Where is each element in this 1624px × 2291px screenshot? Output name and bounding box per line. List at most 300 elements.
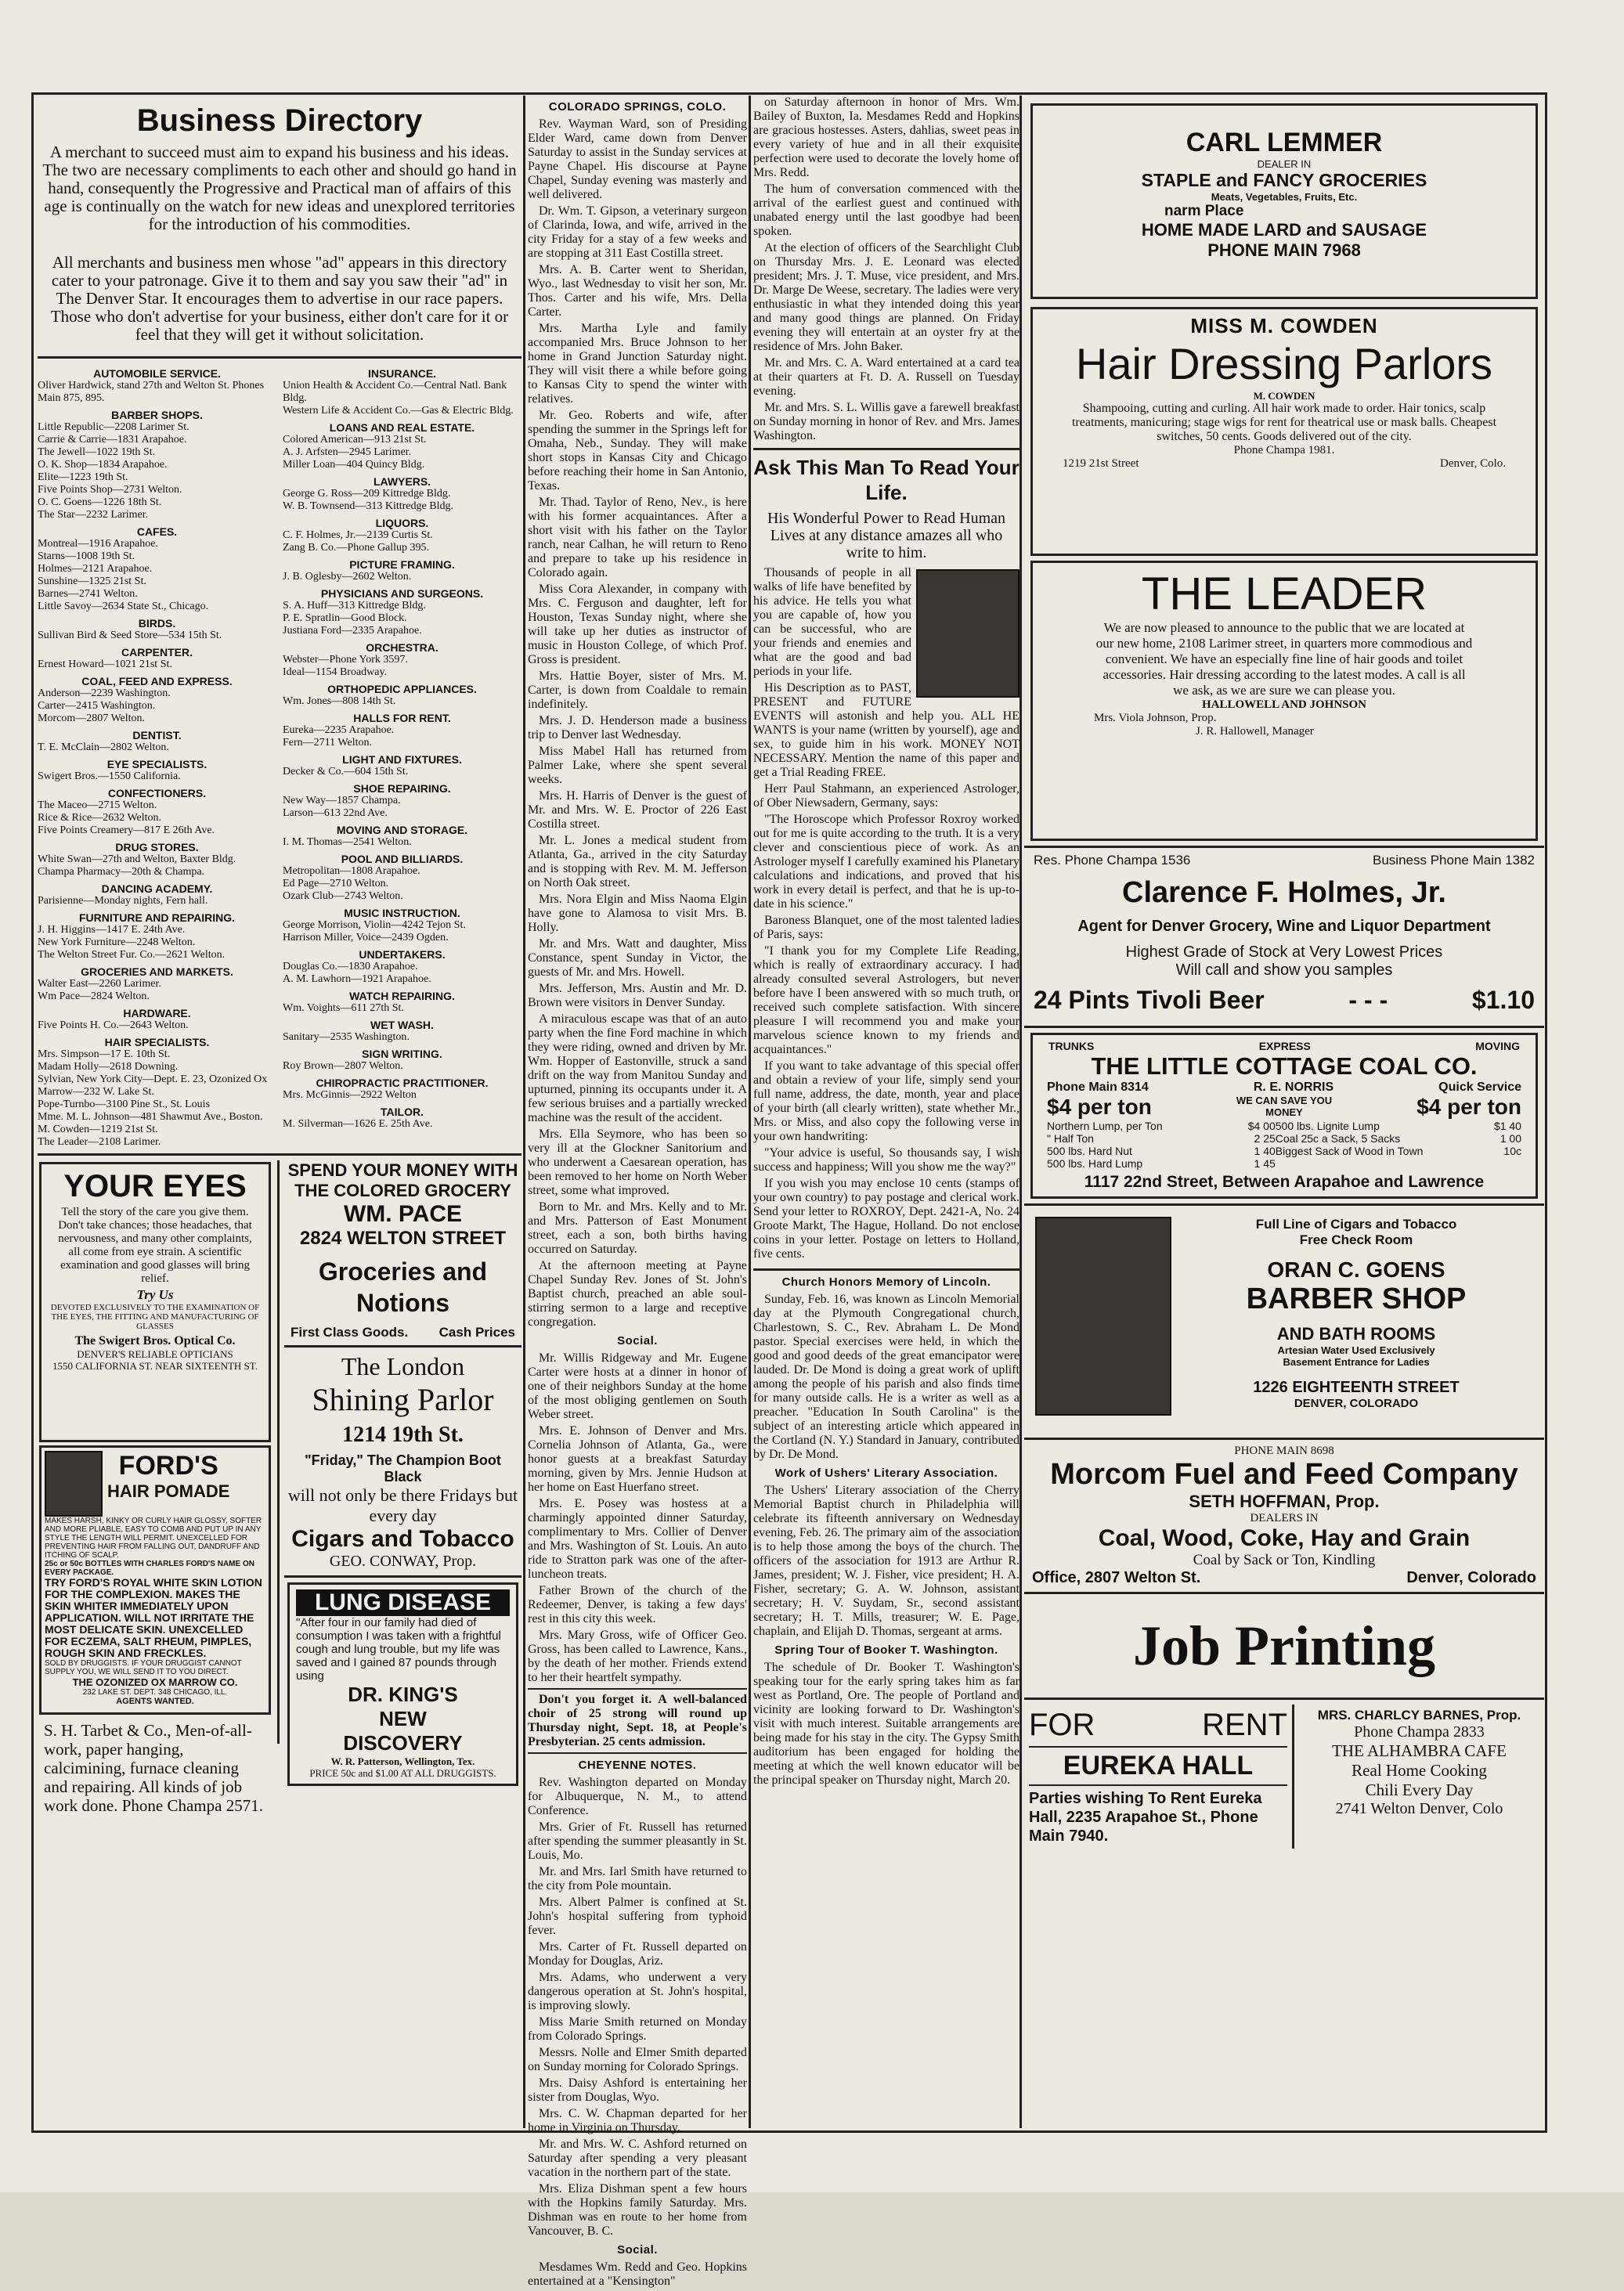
ford-address: 232 LAKE ST. DEPT. 348 CHICAGO, ILL. [82,1688,228,1697]
news-paragraph: Mrs. A. B. Carter went to Sheridan, Wyo., last Wednesday to visit her son, Mr. Thos. Carter and his wife, Mrs. Della Carter. [528,263,747,319]
directory-entry: Swigert Bros.—1550 California. [38,770,181,782]
cowden-ad [1030,307,1538,556]
news-paragraph: "Your advice is useful, So thousands say, I wish success and happiness; Will you show me the way?" [753,1146,1020,1174]
news-column-2 [753,96,1020,1790]
london-prop: GEO. CONWAY, Prop. [329,1553,477,1570]
coal-owner: R. E. NORRIS [1253,1081,1334,1094]
directory-category: WET WASH. [370,1019,434,1031]
alhambra-cooking: Real Home Cooking [1352,1761,1487,1780]
portrait-icon [916,569,1020,698]
directory-entry: Union Health & Accident Co.—Central Natl. Bank Bldg. [283,380,507,404]
directory-category: TAILOR. [381,1106,424,1118]
directory-category: PICTURE FRAMING. [349,558,455,571]
directory-entry: Anderson—2239 Washington. [38,687,171,699]
holmes-beer: 24 Pints Tivoli Beer [1034,986,1265,1014]
news-paragraph: "The Horoscope which Professor Roxroy worked out for me is quite according to the truth. It is a very clever and conscientious piece of work. As an Astrologer myself I carefully examined his Planetary calculations and indications, and proved that his work in every detail is perfect, and that he is up-to-date in his science." [753,813,1020,911]
directory-category: BARBER SHOPS. [111,409,203,421]
pace-address: 2824 WELTON STREET [299,1228,507,1249]
news-paragraph: If you want to take advantage of this special offer and obtain a review of your life, simply send your full name, address, the date, month, year and place of your birth (all clearly written), state whether Mr., Mrs. or Miss, and also copy the following verse in your own handwriting: [753,1059,1020,1143]
coal-express: EXPRESS [1258,1040,1311,1052]
alhambra-address: 2741 Welton Denver, Colo [1335,1800,1503,1817]
directory-category: ORCHESTRA. [366,641,438,654]
directory-entry: Roy Brown—2807 Welton. [283,1060,403,1072]
directory-entry: Larson—613 22nd Ave. [283,807,388,819]
lung-ad [287,1582,518,1786]
directory-category: EYE SPECIALISTS. [106,758,208,770]
morcom-prop: SETH HOFFMAN, Prop. [1189,1492,1380,1511]
coal-ad [1030,1033,1538,1199]
pace-line1: SPEND YOUR MONEY WITH [287,1160,518,1180]
ads-column [1024,96,1544,1849]
coal-price-row [1047,1145,1521,1157]
news-paragraph: Baroness Blanquet, one of the most talented ladies of Paris, says: [753,914,1020,941]
directory-entry: Champa Pharmacy—20th & Champa. [38,866,205,878]
goens-basement: Basement Entrance for Ladies [1283,1356,1430,1368]
london-cigars: Cigars and Tobacco [291,1526,514,1552]
morcom-dealers: DEALERS IN [1250,1512,1319,1524]
directory-category: ORTHOPEDIC APPLIANCES. [327,683,477,695]
directory-category: SIGN WRITING. [362,1048,442,1060]
goens-ad [1024,1210,1544,1433]
eyes-text: Tell the story of the care you give them. Don't take chances; those headaches, that nervousness, and many other complaints, all come from eye strain. A scientific examination and good glasses will bring relief. [58,1206,252,1285]
news-paragraph: His Description as to PAST, PRESENT and FUTURE EVENTS will astonish and help you. ALL HE WANTS is your name (written by yourself), age and sex, to guide him in his work. MONEY NOT NECESSARY. Mention the name of this paper and get a Trial Reading FREE. [753,681,1020,779]
coal-price-cell: $4 00 [1247,1120,1276,1132]
coal-price-cell [1276,1157,1469,1170]
lincoln-heading: Church Honors Memory of Lincoln. [781,1275,991,1289]
directory-intro-2: All merchants and business men whose "ad" appears in this directory cater to your patronage. Give it to them and say you saw their "ad" in The Denver Star. It encourages them to advertise in our race papers. Those who don't advertise for your business, either don't care for it or feel that they will get it without solicitation. [50,253,509,344]
directory-title: Business Directory [136,103,423,138]
cowden-sub: M. COWDEN [1253,390,1315,402]
holmes-res-phone: Res. Phone Champa 1536 [1034,853,1191,868]
holmes-samples: Will call and show you samples [1175,961,1393,979]
column-rule [749,96,751,2128]
morcom-office: Office, 2807 Welton St. [1032,1569,1201,1586]
lung-sig: W. R. Patterson, Wellington, Tex. [330,1755,475,1767]
news-paragraph: The hum of conversation commenced with the arrival of the earliest guest and continued with unabated energy until the last goodbye had been spoken. [753,182,1020,238]
divider [528,1688,747,1690]
divider [284,1575,521,1578]
directory-entry: M. Silverman—1626 E. 25th Ave. [283,1118,433,1130]
lung-price: PRICE 50c and $1.00 AT ALL DRUGGISTS. [309,1767,496,1779]
spring-heading: Spring Tour of Booker T. Washington. [774,1643,998,1657]
directory-entry: New York Furniture—2248 Welton. [38,936,196,948]
directory-entry: Walter East—2260 Larimer. [38,978,161,990]
directory-column [38,96,521,1815]
directory-entry: Metropolitan—1808 Arapahoe. [283,865,420,877]
coal-ton-2: $4 per ton [1416,1095,1521,1119]
lemmer-phone: PHONE MAIN 7968 [1207,240,1361,260]
directory-entry: O. K. Shop—1834 Arapahoe. [38,459,168,471]
news-paragraph: Born to Mr. and Mrs. Kelly and to Mr. and Mrs. Patterson of East Monument street, each a son, both births having occurred on Saturday. [528,1200,747,1256]
directory-entry: The Jewell—1022 19th St. [38,446,156,458]
directory-entry: P. E. Spratlin—Good Block. [283,612,407,624]
coal-price-cell: Northern Lump, per Ton [1047,1120,1163,1132]
cs-articles [528,117,747,1330]
directory-entry: Montreal—1916 Arapahoe. [38,538,158,550]
morcom-phone: PHONE MAIN 8698 [1234,1445,1334,1457]
morcom-city: Denver, Colorado [1406,1569,1536,1586]
directory-category: AUTOMOBILE SERVICE. [93,367,221,380]
rent-text: Parties wishing To Rent Eureka Hall, 2235 Arapahoe St., Phone Main 7940. [1029,1790,1262,1845]
leader-title: THE LEADER [1141,568,1427,619]
directory-category: WATCH REPAIRING. [349,990,455,1002]
cowden-name: MISS M. COWDEN [1190,314,1378,337]
news-paragraph: Mr. L. Jones a medical student from Atlanta, Ga., arrived in the city Saturday and is stopping with Rev. M. M. Jefferson on North Oak street. [528,834,747,889]
goens-bath: AND BATH ROOMS [1276,1324,1436,1344]
directory-category: POOL AND BILLIARDS. [341,853,464,865]
job-printing: Job Printing [1132,1615,1436,1677]
directory-category: CHIROPRACTIC PRACTITIONER. [316,1077,489,1089]
directory-entry: Starns—1008 19th St. [38,550,135,562]
ford-subtitle: HAIR POMADE [107,1481,230,1501]
cowden-text: Shampooing, cutting and curling. All hair work made to order. Hair tonics, scalp treatments, manicuring; stage wigs for rent for theatrical use or mask balls. Cheapest switches, 50 cents. Goods delivered out of the city. [1071,402,1497,443]
directory-category: MOVING AND STORAGE. [336,824,468,836]
news-paragraph: Thousands of people in all walks of life have benefited by his advice. He tells you what you are capable of, how you can be successful, who are your friends and enemies and what are the good and bad periods in your life. [753,566,911,678]
directory-entry: A. M. Lawhorn—1921 Arapahoe. [283,973,431,985]
barber-portrait-icon [1035,1217,1171,1416]
directory-category: HALLS FOR RENT. [353,712,451,724]
directory-entry: Douglas Co.—1830 Arapahoe. [283,961,418,972]
eyes-ad [39,1162,271,1442]
coal-quick: Quick Service [1438,1081,1521,1094]
directory-entry: The Maceo—2715 Welton. [38,799,157,811]
rent-for: FOR [1029,1708,1095,1742]
directory-entry: Justiana Ford—2335 Arapahoe. [283,625,422,637]
directory-category: LOANS AND REAL ESTATE. [329,421,475,434]
divider [1024,1026,1544,1028]
social-heading: Social. [617,1334,658,1348]
coal-price-cell: 500 lbs. Hard Lump [1047,1157,1143,1170]
directory-entry: Five Points Creamery—817 E 26th Ave. [38,824,215,836]
ushers-heading: Work of Ushers' Literary Association. [774,1467,998,1480]
leader-ad [1030,561,1538,841]
social2-heading: Social. [617,2243,658,2257]
directory-entry: Holmes—2121 Arapahoe. [38,563,153,575]
coal-price-cell: 1 00 [1499,1132,1521,1145]
social-continued [753,96,1020,443]
directory-entry: Ed Page—2710 Welton. [283,878,389,889]
eyes-address: 1550 CALIFORNIA ST. NEAR SIXTEENTH ST. [52,1360,258,1372]
directory-category: DANCING ACADEMY. [101,882,213,895]
divider [38,356,521,359]
eyes-devoted: DEVOTED EXCLUSIVELY TO THE EXAMINATION OF THE EYES, THE FITTING AND MANUFACTURING OF GLASSES [50,1303,260,1331]
coal-price-cell [1469,1157,1521,1170]
divider [1024,1592,1544,1594]
coal-address: 1117 22nd Street, Between Arapahoe and Lawrence [1084,1173,1485,1191]
ask-heading: Ask This Man To Read Your Life. [753,456,1020,504]
news-paragraph: Mrs. J. D. Henderson made a business trip to Denver last Wednesday. [528,714,747,741]
directory-entry: Oliver Hardwick, stand 27th and Welton St. Phones Main 875, 895. [38,380,265,404]
news-paragraph: Mrs. Adams, who underwent a very dangerous operation at St. John's hospital, is improving slowly. [528,1971,747,2012]
eyes-firm: The Swigert Bros. Optical Co. [74,1334,236,1348]
london-line2: Shining Parlor [312,1382,494,1417]
coal-price-cell: Biggest Sack of Wood in Town [1275,1145,1424,1157]
london-text: will not only be there Fridays but every day [287,1485,518,1525]
directory-entry: Madam Holly—2618 Downing. [38,1061,179,1073]
directory-entry: Ideal—1154 Broadway. [283,666,388,678]
directory-entry: Decker & Co.—604 15th St. [283,766,409,777]
coal-price-cell: 1 45 [1254,1157,1276,1170]
alhambra-name: THE ALHAMBRA CAFE [1332,1741,1507,1760]
directory-category: LIQUORS. [375,517,429,529]
pace-ad [284,1160,521,1340]
news-paragraph: A miraculous escape was that of an auto party when the fine Ford machine in which they were riding, owned and driven by Mr. Wm. Hopper of Eastonville, struck a sand drift on the way from Manitou Sunday and upturned, pinning its occupants under it. A few serious bruises and a partially wrecked machine was the result of the accident. [528,1012,747,1124]
cowden-address: 1219 21st Street [1063,457,1139,470]
goens-city: DENVER, COLORADO [1294,1397,1419,1410]
divider [284,1345,521,1348]
directory-entry: Sullivan Bird & Seed Store—534 15th St. [38,630,222,641]
alhambra-phone: Phone Champa 2833 [1354,1723,1485,1741]
eyes-title: YOUR EYES [63,1169,247,1203]
coal-save: WE CAN SAVE YOU MONEY [1236,1095,1333,1118]
directory-entry: C. F. Holmes, Jr.—2139 Curtis St. [283,529,433,541]
ads-left [38,1160,272,1815]
directory-category: HARDWARE. [123,1007,191,1019]
alhambra-ad [1292,1705,1544,1849]
tarbet-ad: S. H. Tarbet & Co., Men-of-all-work, paper hanging, calcimining, furnace cleaning and repairing. All kinds of job work done. Phone Champa 2571. [44,1721,263,1815]
directory-entry: Mme. M. L. Johnson—481 Shawmut Ave., Boston. [38,1111,263,1123]
directory-category: PHYSICIANS AND SURGEONS. [320,587,484,600]
directory-category: UNDERTAKERS. [359,948,446,961]
ford-agents: AGENTS WANTED. [116,1697,194,1706]
news-paragraph: Mr. Thad. Taylor of Reno, Nev., is here with his former acquaintances. After a short visit with his father on the Taylor ranch, near Calhan, he will return to Reno and prepare to take up his residence in Colorado again. [528,496,747,579]
directory-entry: Barnes—2741 Welton. [38,588,138,600]
morcom-name: Morcom Fuel and Feed Company [1050,1458,1518,1491]
coal-price-cell: 1 40 [1254,1145,1276,1157]
directory-entry: Fern—2711 Welton. [283,737,372,749]
news-paragraph: Mrs. C. W. Chapman departed for her home in Virginia on Thursday. [528,2107,747,2134]
news-paragraph: Mr. and Mrs. S. L. Willis gave a farewell breakfast on Sunday morning in honor of Rev. and Mrs. James Washington. [753,401,1020,442]
directory-category: INSURANCE. [367,367,437,380]
lemmer-home: HOME MADE LARD and SAUSAGE [1141,220,1427,240]
divider [38,1153,521,1156]
lemmer-line: STAPLE and FANCY GROCERIES [1141,170,1427,190]
alhambra-chili: Chili Every Day [1365,1780,1474,1799]
directory-category: HAIR SPECIALISTS. [104,1036,210,1048]
directory-entry: Carrie & Carrie—1831 Arapahoe. [38,434,187,446]
divider [753,448,1020,450]
news-paragraph: Mr. and Mrs. Iarl Smith have returned to the city from Pole mountain. [528,1865,747,1892]
news-paragraph: Mrs. Mary Gross, wife of Officer Geo. Gross, has been called to Lawrence, Kans., by the death of her mother. Friends extend to her their heartfelt sympathy. [528,1629,747,1684]
rent-ad [1024,1705,1292,1849]
coal-price-list [1039,1120,1529,1170]
news-paragraph: Miss Cora Alexander, in company with Mrs. C. Ferguson and daughter, left for Houston, Texas Sunday night, where she will take up her duties as instructor of music in Houston College, of which Prof. Gross is president. [528,583,747,666]
lung-name3: DISCOVERY [343,1731,463,1755]
news-paragraph: Mr. Geo. Roberts and wife, after spending the summer in the Springs left for Omaha, Neb., Sunday. They will make short stops in Kansas City and Chicago before reaching their home in San Antonio, Texas. [528,409,747,492]
goens-name: ORAN C. GOENS [1267,1257,1445,1282]
goens-address: 1226 EIGHTEENTH STREET [1253,1379,1460,1396]
news-paragraph: Father Brown of the church of the Redeemer, Denver, is taking a few days' rest in this city this week. [528,1584,747,1625]
directory-left [38,363,276,1149]
divider [528,1752,747,1754]
news-paragraph: Mr. and Mrs. W. C. Ashford returned on Saturday after spending a very pleasant vacation in the northern part of the state. [528,2138,747,2179]
ford-title: FORD'S [118,1451,218,1481]
news-paragraph: Miss Marie Smith returned on Monday from Colorado Springs. [528,2015,747,2043]
directory-entry: Sanitary—2535 Washington. [283,1031,410,1043]
pace-name: WM. PACE [343,1201,463,1227]
directory-category: LAWYERS. [373,475,431,488]
holmes-stock: Highest Grade of Stock at Very Lowest Prices [1125,943,1443,961]
coal-trunks: TRUNKS [1048,1040,1095,1052]
directory-entry: The Leader—2108 Larimer. [38,1136,161,1148]
directory-entry: George Morrison, Violin—4242 Tejon St. [283,919,466,931]
directory-entry: I. M. Thomas—2541 Welton. [283,836,412,848]
directory-entry: O. C. Goens—1226 18th St. [38,496,162,508]
bottom-ads [1024,1705,1544,1849]
morcom-goods: Coal, Wood, Coke, Hay and Grain [1098,1525,1471,1551]
pace-quality: First Class Goods. [291,1325,409,1340]
cowden-phone: Phone Champa 1981. [1233,444,1335,456]
directory-entry: Morcom—2807 Welton. [38,713,146,724]
directory-entry: Zang B. Co.—Phone Gallup 395. [283,542,430,554]
column-rule [1020,96,1022,2128]
holmes-ad [1024,853,1544,1021]
directory-listings [38,363,521,1149]
news-paragraph: At the afternoon meeting at Payne Chapel Sunday Rev. Jones of St. John's Baptist church, preached an able soul-stirring sermon to a large and receptive congregation. [528,1259,747,1329]
directory-entry: Sylvian, New York City—Dept. E. 23, Ozonized Ox Marrow—232 W. Lake St. [38,1073,268,1098]
london-line1: The London [341,1352,465,1380]
coal-price-cell: Coal 25c a Sack, 5 Sacks [1275,1132,1401,1145]
cowden-title: Hair Dressing Parlors [1075,339,1493,388]
news-paragraph: Mrs. Daisy Ashford is entertaining her sister from Douglas, Wyo. [528,2076,747,2104]
goens-cigars: Full Line of Cigars and Tobacco [1255,1217,1457,1232]
ford-ad [39,1445,271,1715]
directory-entry: New Way—1857 Champa. [283,795,401,806]
woman-portrait-icon [45,1451,103,1517]
directory-entry: Eureka—2235 Arapahoe. [283,724,395,736]
directory-entry: Mrs. Simpson—17 E. 10th St. [38,1048,171,1060]
news-paragraph: Mrs. E. Posey was hostess at a charmingly appointed dinner Saturday, complimentary to Mrs. Collier of Denver and Mrs. Washington of St. Louis. An auto ride to Stratton park was one of the after-luncheon treats. [528,1497,747,1581]
lung-text: "After four in our family had died of consumption I was taken with a frightful cough and lung trouble, but my life was saved and I gained 87 pounds through using [296,1616,501,1683]
ford-druggists: SOLD BY DRUGGISTS. IF YOUR DRUGGIST CANNOT SUPPLY YOU, WE WILL SEND IT TO YOU DIRECT. [45,1659,242,1676]
directory-category: GROCERIES AND MARKETS. [81,965,233,978]
divider [1024,1698,1544,1700]
ford-text: MAKES HARSH, KINKY OR CURLY HAIR GLOSSY, SOFTER AND MORE PLIABLE, EASY TO COMB AND PUT UP IN ANY STYLE THE LENGTH WILL PERMIT. UNEXCELLED FOR PREVENTING HAIR FROM FALLING OUT, DANDRUFF AND ITCHING OF SCALP. [45,1517,262,1560]
directory-entry: Webster—Phone York 3597. [283,654,408,666]
pace-line2: THE COLORED GROCERY [294,1181,511,1200]
directory-category: LIGHT AND FIXTURES. [342,753,462,766]
london-quote: "Friday," The Champion Boot Black [305,1452,501,1485]
alhambra-prop: MRS. CHARLCY BARNES, Prop. [1317,1708,1521,1723]
cheyenne-articles [528,1776,747,2239]
coal-ton-1: $4 per ton [1047,1095,1152,1119]
directory-entry: Parisienne—Monday nights, Fern hall. [38,895,208,907]
news-paragraph: Mrs. E. Johnson of Denver and Mrs. Cornelia Johnson of Atlanta, Ga., were honor guests at a breakfast Saturday morning, given by Mrs. Jennie Hudson at her home on East Huerfano street. [528,1424,747,1494]
news-paragraph: Mr. Willis Ridgeway and Mr. Eugene Carter were hosts at a dinner in honor of one of their neighbors Sunday at the home of the most obliging gentlemen on South Weber street. [528,1351,747,1421]
directory-entry: Sunshine—1325 21st St. [38,575,146,587]
coal-price-cell: 10c [1503,1145,1521,1157]
news-paragraph: Mrs. Albert Palmer is confined at St. John's hospital suffering from typhoid fever. [528,1896,747,1937]
directory-entry: Colored American—913 21st St. [283,434,427,446]
spring-text: The schedule of Dr. Booker T. Washington's speaking tour for the early spring takes him as far west as Portland, Ore. The people of Portland and vicinity are looking forward to Dr. Washington's visit with much interest. Suitable arrangements are being made for his stay in the city. The Gypsy Smith auditorium has been engaged for holding the meeting at which the well known educator will be the principal speaker on Thursday night, March 20. [753,1661,1020,1787]
lemmer-ad [1030,103,1538,299]
coal-price-cell: 2 25 [1254,1132,1276,1145]
directory-entry: The Star—2232 Larimer. [38,509,149,521]
leader-names: HALLOWELL AND JOHNSON [1201,698,1367,711]
news-paragraph: "I thank you for my Complete Life Reading, which is really of extraordinary accuracy. I had already consulted several Astrologers, but never before have I been answered with so much truth, or received such complete satisfaction. With sincere pleasure I will recommend you and make your marvelous science known to my friends and acquaintances." [753,944,1020,1056]
directory-entry: S. A. Huff—313 Kittredge Bldg. [283,600,426,612]
directory-entry: Ernest Howard—1021 21st St. [38,658,172,670]
directory-entry: Wm. Jones—808 14th St. [283,695,396,707]
directory-category: FURNITURE AND REPAIRING. [78,911,236,924]
eyes-sub: DENVER'S RELIABLE OPTICIANS [77,1348,233,1360]
directory-entry: White Swan—27th and Welton, Baxter Bldg. [38,853,236,865]
directory-category: CARPENTER. [121,646,193,658]
lemmer-dealer: DEALER IN [1257,158,1312,170]
ford-bottles: 25c or 50c BOTTLES WITH CHARLES FORD'S NAME ON EVERY PACKAGE. [45,1560,254,1577]
lemmer-sub: Meats, Vegetables, Fruits, Etc. [1211,191,1358,203]
divider [1024,1203,1544,1206]
directory-entry: George G. Ross—209 Kittredge Bldg. [283,488,451,500]
directory-category: CONFECTIONERS. [107,787,207,799]
leader-prop: Mrs. Viola Johnson, Prop. [1094,712,1217,724]
directory-intro: A merchant to succeed must aim to expand his business and his ideas. The two are necessary compliments to each other and should go hand in hand, consequently the Progressive and Practical man of affairs of this age is continually on the watch for new ideas and unexplored territories for the introduction of his commodities. [42,143,517,233]
directory-entry: Miller Loan—404 Quincy Bldg. [283,459,425,471]
ads-row [38,1160,521,1815]
directory-entry: T. E. McClain—2802 Welton. [38,741,169,753]
directory-category: DENTIST. [132,729,182,741]
news-paragraph: Mr. and Mrs. Watt and daughter, Miss Constance, spent Sunday in Victor, the guests of Mr. and Mrs. Howell. [528,937,747,979]
leader-manager: J. R. Hallowell, Manager [1196,725,1314,738]
lemmer-name: CARL LEMMER [1186,128,1383,157]
london-address: 1214 19th St. [342,1423,464,1447]
ask-subheading: His Wonderful Power to Read Human Lives at any distance amazes all who write to him. [767,510,1006,561]
holmes-name: Clarence F. Holmes, Jr. [1122,876,1446,909]
coal-price-row [1047,1132,1521,1145]
lung-title: LUNG DISEASE [296,1589,510,1616]
news-column-1 [528,96,747,2291]
news-paragraph: Rev. Wayman Ward, son of Presiding Elder Ward, came down from Denver Saturday to assist in the Sunday services at Payne Chapel. His discourse at Payne Chapel, Sunday evening was masterly and well delivered. [528,117,747,201]
directory-entry: Little Republic—2208 Larimer St. [38,421,189,433]
directory-entry: J. B. Oglesby—2602 Welton. [283,571,412,583]
directory-entry: Five Points Shop—2731 Welton. [38,484,182,496]
directory-entry: Pope-Turnbo—3100 Pine St., St. Louis [38,1099,211,1110]
directory-entry: Wm Pace—2824 Welton. [38,990,150,1002]
news-paragraph: Mrs. Hattie Boyer, sister of Mrs. M. Carter, is down from Coaldale to remain indefinitely. [528,669,747,711]
news-paragraph: Mr. and Mrs. C. A. Ward entertained at a card tea at their quarters at Ft. D. A. Russell on Tuesday evening. [753,356,1020,398]
directory-category: DRUG STORES. [115,841,199,853]
coal-moving: MOVING [1475,1040,1520,1052]
cs-heading: COLORADO SPRINGS, COLO. [548,100,727,114]
coal-name: THE LITTLE COTTAGE COAL CO. [1091,1052,1478,1080]
news-paragraph: Mrs. Ella Seymore, who has been so very ill at the Glockner Sanitorium and who underwent a Caesarean operation, has been removed to her home on North Weber street, some what improved. [528,1127,747,1197]
coal-price-cell: 500 lbs. Lignite Lump [1275,1120,1380,1132]
morcom-ad [1024,1445,1544,1587]
goens-check: Free Check Room [1299,1232,1413,1247]
cheyenne-heading: CHEYENNE NOTES. [578,1759,697,1772]
lung-name1: DR. KING'S [348,1683,458,1706]
rent-hall: EUREKA HALL [1063,1751,1254,1780]
news-paragraph: At the election of officers of the Searchlight Club on Thursday Mrs. J. E. Leonard was elected president; Mrs. J. T. Muse, vice president, and Mrs. Dr. Marge De Weese, secretary. The ladies were very enthusiastic in what they intended doing this year and many good things are planned. On Friday evening they will entertain at an oyster fry at the residence of Mrs. John Baker. [753,241,1020,353]
lincoln-text: Sunday, Feb. 16, was known as Lincoln Memorial day at the Plymouth Congregational church, Charlestown, S. C., Rev. Abraham L. De Mond pastor. Special exercises were held, in which the good and good deeds of the great emancipator were lauded. Dr. De Mond is doing a great work of uplift among the people of his parish and also finds time for many outside calls. He is a writer as well as a preacher. "Education In South Carolina" is the subject of an interesting article which appeared in the Cortland (N. Y.) Standard in January, contributed by Dr. De Mond. [753,1293,1020,1461]
coal-phone: Phone Main 8314 [1047,1081,1149,1094]
coal-price-cell: " Half Ton [1047,1132,1094,1145]
news-paragraph: Mrs. Eliza Dishman spent a few hours with the Hopkins family Saturday. Mrs. Dishman was en route to her home from Vancouver, B. C. [528,2182,747,2238]
news-paragraph: Mrs. H. Harris of Denver is the guest of Mr. and Mrs. W. E. Proctor of 226 East Costilla street. [528,789,747,831]
morcom-sack: Coal by Sack or Ton, Kindling [1193,1552,1376,1568]
goens-water: Artesian Water Used Exclusively [1277,1344,1435,1356]
news-paragraph: Mrs. Martha Lyle and family accompanied Mrs. Bruce Johnson to her home in Grand Junction Saturday night. They will visit there a while before going to Kansas City to spend the winter with relatives. [528,322,747,406]
ford-firm: THE OZONIZED OX MARROW CO. [72,1676,238,1688]
directory-entry: Mrs. McGinnis—2922 Welton [283,1089,417,1101]
directory-entry: Little Savoy—2634 State St., Chicago. [38,601,209,612]
directory-entry: The Welton Street Fur. Co.—2621 Welton. [38,949,226,961]
directory-entry: J. H. Higgins—1417 E. 24th Ave. [38,924,186,936]
london-ad [284,1352,521,1571]
pace-prices: Cash Prices [438,1325,515,1340]
news-paragraph: on Saturday afternoon in honor of Mrs. Wm. Bailey of Buxton, Ia. Mesdames Redd and Hopkins are gracious hostesses. Asters, dahlias, sweet peas in every variety of hue and in all their exquisite perfection were used to decorate the lovely home of Mrs. Redd. [753,96,1020,179]
leader-text: We are now pleased to announce to the public that we are located at our new home, 2108 Larimer street, in quarters more commodious and convenient. We have an especially fine line of hair goods and toilet accessories. Hair dressing according to the latest modes. A call is all we ask, as we are sure we can please you. [1095,620,1473,698]
